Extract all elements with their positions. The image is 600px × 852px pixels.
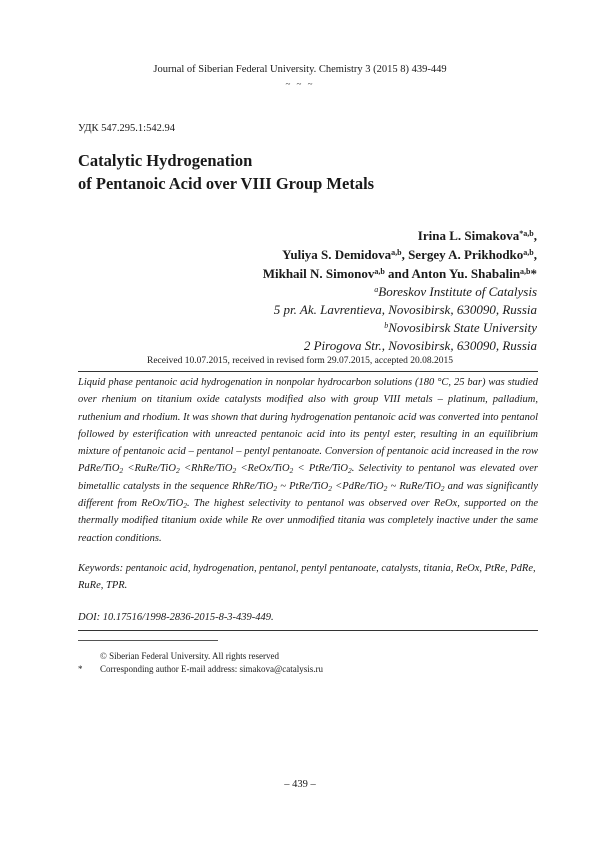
page-number: – 439 – (284, 779, 316, 790)
author-affiliation-mark: *a,b (519, 229, 534, 238)
subscript: 2 (183, 501, 187, 511)
footnote-copyright: © Siberian Federal University. All rights reserved (100, 651, 279, 661)
paper-title (78, 149, 374, 195)
subscript: 2 (119, 466, 124, 476)
doi: DOI: 10.17516/1998-2836-2015-8-3-439-449. (78, 612, 274, 623)
abstract-text: <RuRe/TiO (123, 463, 176, 475)
author-name: Irina L. Simakova (417, 228, 520, 243)
author-name: Sergey A. Prikhodko (408, 247, 524, 262)
udc-code: УДК 547.295.1:542.94 (78, 123, 175, 134)
abstract-text: . Selectivity to pentanol was elevated over bimetallic catalysts in the sequence RhRe/TiO (78, 463, 538, 492)
affiliation-name: Novosibirsk State University (388, 320, 537, 335)
abstract-text: . The highest selectivity to pentanol was observed over ReOx, supported on the thermally modified titanium oxide while Re over unmodified titania was completely inactive under the same reaction conditions. (78, 498, 538, 544)
affiliation-mark: b (384, 321, 389, 330)
author-line-3 (263, 266, 537, 282)
affiliation-a-address: 5 pr. Ak. Lavrentieva, Novosibirsk, 630090, Russia (273, 302, 537, 317)
affiliation-b-address: 2 Pirogova Str., Novosibirsk, 630090, Russia (303, 338, 537, 353)
footnote-star: * (78, 664, 83, 674)
corresponding-author-email: Corresponding author E-mail address: simakova@catalysis.ru (100, 664, 323, 674)
title-line-1: Catalytic Hydrogenation (78, 151, 253, 170)
author-name: Anton Yu. Shabalin (411, 266, 521, 281)
abstract-text: <ReOx/TiO (236, 463, 290, 475)
affiliation-b-name (384, 320, 537, 336)
author-line-2: Yuliya S. Demidova$^{a,b}$, Sergey A. Prikhodko$^{a,b}$, (282, 247, 537, 262)
author-affiliation-mark: a,b (523, 248, 534, 257)
affiliation-name: Boreskov Institute of Catalysis (378, 284, 537, 299)
affiliation-mark: a (374, 285, 379, 294)
corresponding-mark: * (530, 266, 537, 281)
subscript: 2 (232, 466, 237, 476)
author-affiliation-mark: a,b (391, 248, 402, 257)
subscript: 2 (328, 483, 332, 493)
author-affiliation-mark: a,b (520, 267, 531, 276)
title-line-2: of Pentanoic Acid over VIII Group Metals (78, 174, 375, 193)
author-conjunction: and (384, 266, 412, 281)
abstract-text: <PdRe/TiO (331, 480, 384, 492)
subscript: 2 (348, 466, 352, 476)
abstract (78, 374, 538, 547)
journal-header: Journal of Siberian Federal University. Chemistry 3 (2015 8) 439-449 (153, 64, 447, 75)
abstract-text: <RhRe/TiO (179, 463, 233, 475)
affiliation-a-name (374, 284, 537, 300)
abstract-text: and was significantly different from ReOx/TiO (78, 480, 538, 510)
author-affiliation-mark: a,b (374, 267, 385, 276)
header-separator: ~ ~ ~ (285, 79, 315, 89)
abstract-text: Liquid phase pentanoic acid hydrogenation in nonpolar hydrocarbon solutions (180 °C, 25 bar) was studied over rhenium on titanium oxide catalysts modified also with group VIII metals – platinum, palladium, ruthenium and rhodium. It was shown that during hydrogenation pentanoic acid was converted into pentanol followed by esterification with unreacted pentanoic acid into its pentyl ester, resulting in an equilibrium mixture of pentanoic acid – pentanol – pentyl pentanoate. Conversion of pentanoic acid increased in the row PdRe/TiO (78, 377, 538, 475)
subscript: 2 (383, 483, 388, 493)
abstract-text: ~ RuRe/TiO (387, 480, 441, 492)
author-name: Yuliya S. Demidova (282, 247, 392, 262)
abstract-bottom-rule (78, 630, 538, 631)
abstract-top-rule (78, 371, 538, 372)
keywords: Keywords: pentanoic acid, hydrogenation, pentanol, pentyl pentanoate, catalysts, titania, ReOx, PtRe, PdRe, RuRe, TPR. (78, 563, 536, 592)
footnote-rule (78, 640, 218, 641)
subscript: 2 (273, 483, 278, 493)
subscript: 2 (440, 483, 445, 493)
received-dates: Received 10.07.2015, received in revised form 29.07.2015, accepted 20.08.2015 (146, 356, 454, 366)
subscript: 2 (175, 466, 180, 476)
abstract-text: < PtRe/TiO (293, 463, 348, 475)
subscript: 2 (289, 466, 294, 476)
abstract-text: ~ PtRe/TiO (277, 480, 329, 492)
author-line-1: Irina L. Simakova$^{*a,b}$, (417, 228, 537, 243)
author-name: Mikhail N. Simonov (262, 266, 375, 281)
footnote-corresponding (78, 664, 323, 674)
